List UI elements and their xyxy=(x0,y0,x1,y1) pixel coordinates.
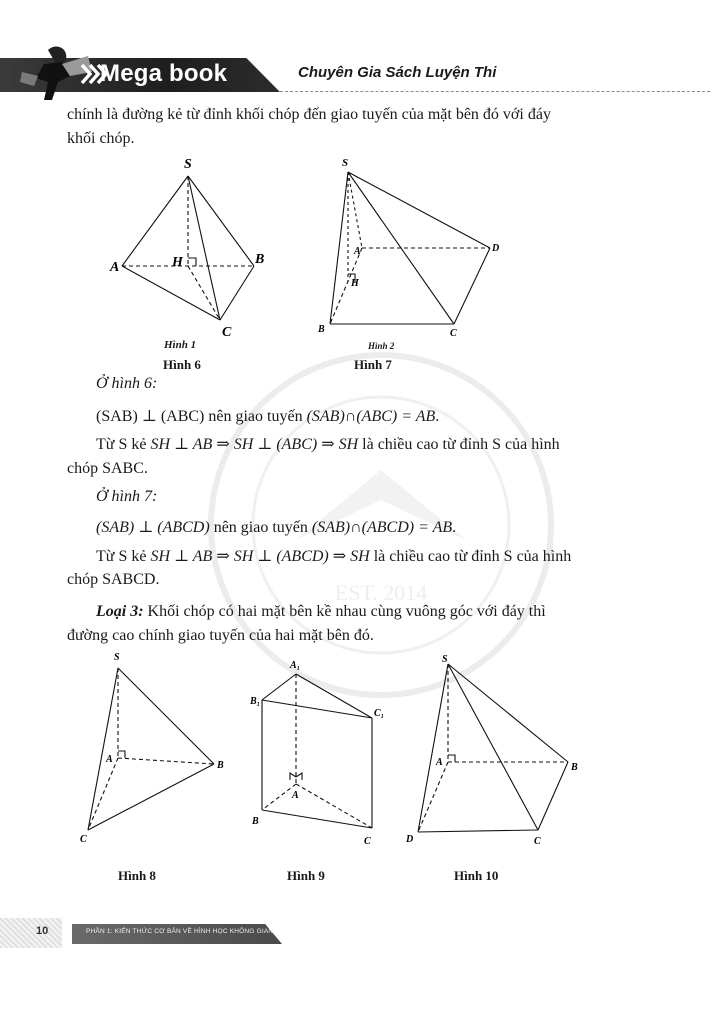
fig6-label-h: H xyxy=(172,255,183,270)
header-tagline: Chuyên Gia Sách Luyện Thi xyxy=(298,64,497,81)
hinh7-line-1: (SAB) ⊥ (ABCD) nên giao tuyến (SAB)∩(ABCD) = AB. xyxy=(96,519,457,536)
fig7-label-c: C xyxy=(450,328,457,339)
footer-texture xyxy=(0,918,62,948)
fig7-label-b: B xyxy=(318,324,325,335)
fig6-label-c: C xyxy=(222,325,232,340)
fig10-label-a: A xyxy=(436,757,443,768)
watermark-year: EST. 2014 xyxy=(334,580,428,605)
figure-9-diagram xyxy=(250,652,390,850)
fig9-label-b: B xyxy=(252,816,259,827)
intro-line-1: chính là đường kẻ từ đỉnh khối chóp đến giao tuyến của mặt bên đó với đáy xyxy=(67,106,551,123)
fig6-label-b: B xyxy=(255,252,265,267)
figure-6-diagram xyxy=(108,150,265,340)
hinh6-line-2: Từ S kẻ SH ⊥ AB ⇒ SH ⊥ (ABC) ⇒ SH là chiều cao từ đỉnh S của hình xyxy=(96,436,560,453)
fig6-label-a: A xyxy=(110,260,120,275)
figure-6-inner-caption: Hình 1 xyxy=(164,339,197,351)
fig10-label-d: D xyxy=(406,834,414,845)
intro-line-2: khối chóp. xyxy=(67,130,135,147)
loai3-line-2: đường cao chính giao tuyến của hai mặt bên đó. xyxy=(67,627,374,644)
fig7-label-a: A xyxy=(354,246,361,257)
figure-9-caption: Hình 9 xyxy=(287,868,325,883)
fig8-label-s: S xyxy=(114,652,120,663)
loai3-line-1: Loại 3: Khối chóp có hai mặt bên kề nhau cùng vuông góc với đáy thì xyxy=(96,603,546,620)
figure-7-diagram xyxy=(318,150,508,345)
hinh7-line-3: chóp SABCD. xyxy=(67,571,160,588)
figure-7-caption: Hình 7 xyxy=(354,357,392,372)
figure-6-caption: Hình 6 xyxy=(163,357,201,372)
footer-section-title: PHẦN 1: KIẾN THỨC CƠ BẢN VỀ HÌNH HỌC KHÔNG GIAN xyxy=(86,928,274,935)
hinh6-heading: Ở hình 6: xyxy=(96,375,158,392)
fig10-label-s: S xyxy=(442,654,448,665)
fig8-label-b: B xyxy=(217,760,224,771)
page-number: 10 xyxy=(36,925,49,937)
fig8-label-c: C xyxy=(80,834,87,845)
fig9-label-c1: C₁ xyxy=(374,708,385,719)
fig7-label-s: S xyxy=(342,157,349,169)
hinh6-line-1: (SAB) ⊥ (ABC) nên giao tuyến (SAB)∩(ABC) = AB. xyxy=(96,408,440,425)
fig7-label-h: H xyxy=(351,278,359,289)
fig8-label-a: A xyxy=(106,754,113,765)
fig10-label-b: B xyxy=(571,762,578,773)
figure-7-inner-caption: Hình 2 xyxy=(368,341,395,351)
figure-8-diagram xyxy=(74,646,234,846)
hinh7-heading: Ở hình 7: xyxy=(96,488,158,505)
fig7-label-d: D xyxy=(492,243,500,254)
fig10-label-c: C xyxy=(534,836,541,847)
figure-10-diagram xyxy=(404,648,588,848)
fig9-label-a1: A₁ xyxy=(290,660,301,671)
hinh7-line-2: Từ S kẻ SH ⊥ AB ⇒ SH ⊥ (ABCD) ⇒ SH là chiều cao từ đỉnh S của hình xyxy=(96,548,572,565)
hinh6-line-3: chóp SABC. xyxy=(67,460,148,477)
fig9-label-b1: B₁ xyxy=(250,696,261,707)
fig9-label-c: C xyxy=(364,836,371,847)
header-divider xyxy=(280,91,710,92)
fig9-label-a: A xyxy=(292,790,299,801)
fig6-label-s: S xyxy=(184,157,192,172)
figure-8-caption: Hình 8 xyxy=(118,868,156,883)
figure-10-caption: Hình 10 xyxy=(454,868,499,883)
brand-logo: Mega book xyxy=(100,60,228,87)
